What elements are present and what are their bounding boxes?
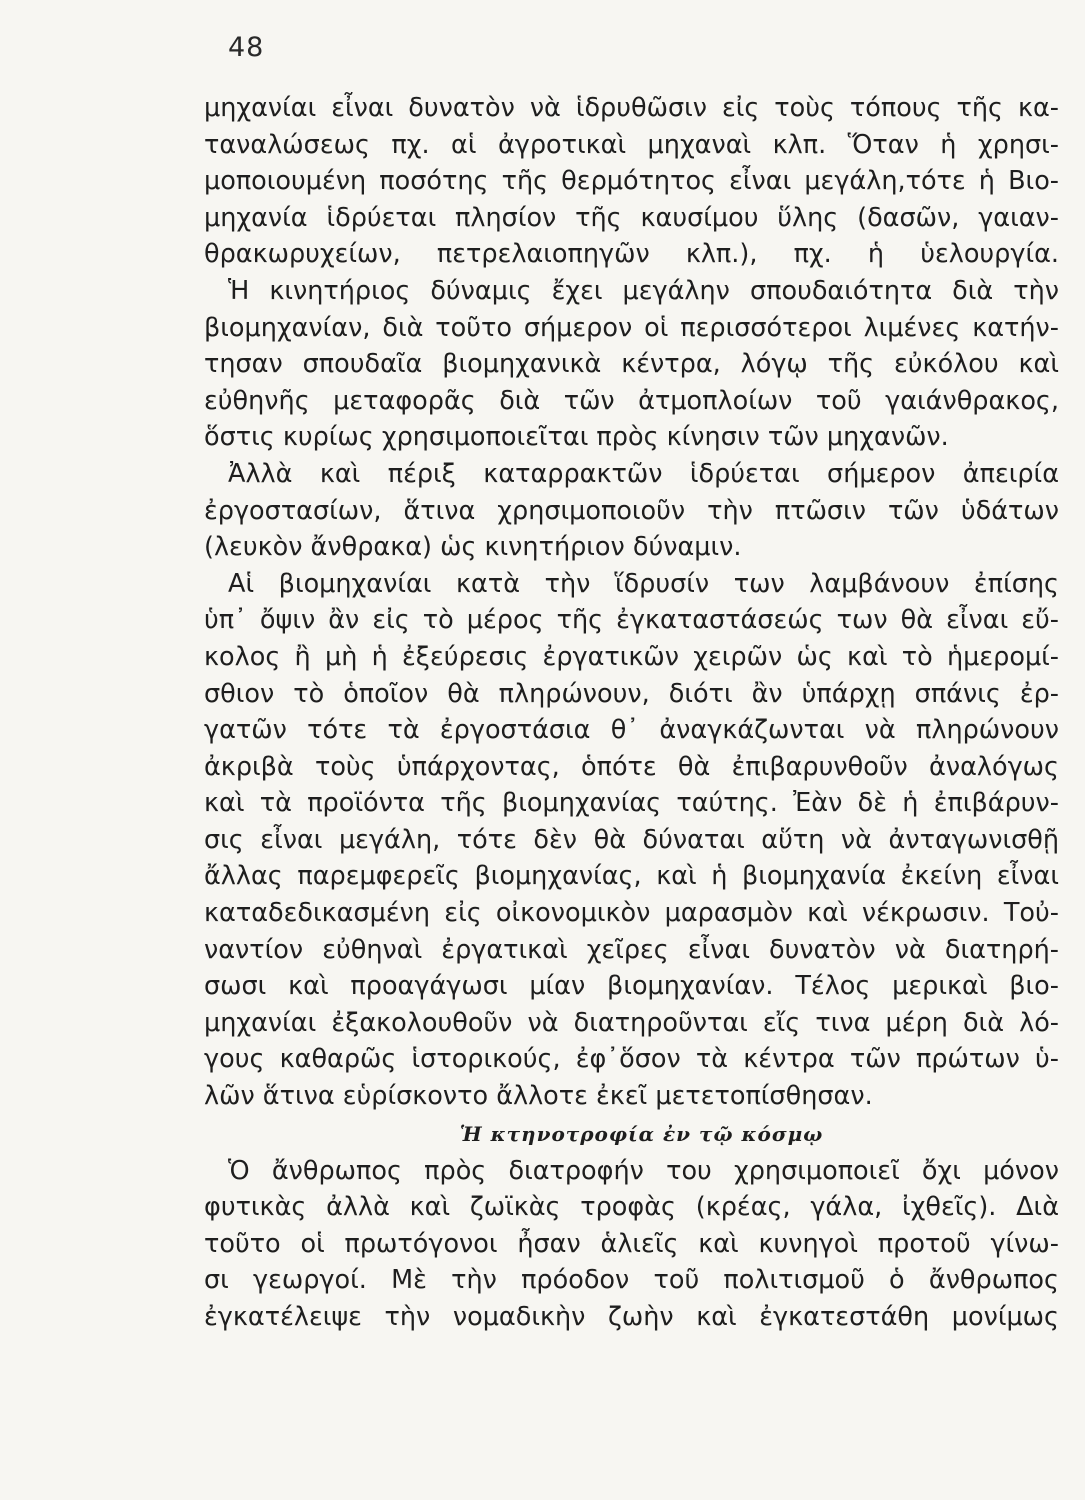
text-line: βιομηχανίαν, διὰ τοῦτο σήμερον οἱ περισσότεροι λιμένες κατήν- xyxy=(204,312,1059,343)
paragraph xyxy=(204,273,1059,456)
text-line: μηχανία ἱδρύεται πλησίον τῆς καυσίμου ὕλης (δασῶν, γαιαν- xyxy=(204,202,1059,233)
text-line: καταδεδικασμένη εἰς οἰκονομικὸν μαρασμὸν καὶ νέκρωσιν. Τοὐ- xyxy=(204,898,1059,929)
text-line: σθιον τὸ ὁποῖον θὰ πληρώνουν, διότι ἂν ὑπάρχῃ σπάνις ἐρ- xyxy=(204,678,1059,709)
text-line: (λευκὸν ἄνθρακα) ὡς κινητήριον δύναμιν. xyxy=(204,532,742,563)
text-line: μηχανίαι εἶναι δυνατὸν νὰ ἱδρυθῶσιν εἰς τοὺς τόπους τῆς κα- xyxy=(204,93,1059,123)
text-line: μοποιουμένη ποσότης τῆς θερμότητος εἶναι μεγάλη,τότε ἡ Βιο- xyxy=(204,166,1059,197)
text-line: ὅστις κυρίως χρησιμοποιεῖται πρὸς κίνησιν τῶν μηχανῶν. xyxy=(204,422,949,453)
text-line: τοῦτο οἱ πρωτόγονοι ἦσαν ἁλιεῖς καὶ κυνηγοὶ προτοῦ γίνω- xyxy=(204,1228,1059,1259)
text-line: ἐργοστασίων, ἅτινα χρησιμοποιοῦν τὴν πτῶσιν τῶν ὑδάτων xyxy=(204,495,1059,526)
paragraph xyxy=(204,456,1059,566)
text-line: γους καθαρῶς ἱστορικούς, ἐφ᾽ὅσον τὰ κέντρα τῶν πρώτων ὑ- xyxy=(204,1044,1059,1075)
text-line: εὐθηνῆς μεταφορᾶς διὰ τῶν ἀτμοπλοίων τοῦ γαιάνθρακος, xyxy=(204,385,1059,416)
paragraph xyxy=(204,1153,1059,1336)
text-line: ἄλλας παρεμφερεῖς βιομηχανίας, καὶ ἡ βιομηχανία ἐκείνη εἶναι xyxy=(204,861,1059,892)
text-line: ταναλώσεως πχ. αἱ ἀγροτικαὶ μηχαναὶ κλπ. Ὅταν ἡ χρησι- xyxy=(204,129,1059,160)
text-line: φυτικὰς ἀλλὰ καὶ ζωϊκὰς τροφὰς (κρέας, γάλα, ἰχθεῖς). Διὰ xyxy=(204,1192,1059,1223)
text-line: λῶν ἅτινα εὑρίσκοντο ἄλλοτε ἐκεῖ μετετοπίσθησαν. xyxy=(204,1081,873,1112)
text-line: γατῶν τότε τὰ ἐργοστάσια θ᾽ ἀναγκάζωνται νὰ πληρώνουν xyxy=(204,715,1059,746)
text-line: Ἡ κινητήριος δύναμις ἔχει μεγάλην σπουδαιότητα διὰ τὴν xyxy=(228,275,1059,306)
text-line: καὶ τὰ προϊόντα τῆς βιομηχανίας ταύτης. Ἐὰν δὲ ἡ ἐπιβάρυν- xyxy=(204,788,1059,819)
text-line: σις εἶναι μεγάλη, τότε δὲν θὰ δύναται αὕτη νὰ ἀνταγωνισθῇ xyxy=(204,824,1059,855)
text-line: ναντίον εὐθηναὶ ἐργατικαὶ χεῖρες εἶναι δυνατὸν νὰ διατηρή- xyxy=(204,934,1059,965)
text-line: σι γεωργοί. Μὲ τὴν πρόοδον τοῦ πολιτισμοῦ ὁ ἄνθρωπος xyxy=(204,1265,1059,1296)
text-line: ὑπ᾽ ὄψιν ἂν εἰς τὸ μέρος τῆς ἐγκαταστάσεώς των θὰ εἶναι εὔ- xyxy=(204,605,1059,636)
page-number: 48 xyxy=(228,32,265,63)
text-line: ἀκριβὰ τοὺς ὑπάρχοντας, ὁπότε θὰ ἐπιβαρυνθοῦν ἀναλόγως xyxy=(204,751,1059,782)
text-line: ἐγκατέλειψε τὴν νομαδικὴν ζωὴν καὶ ἐγκατεστάθη μονίμως xyxy=(204,1302,1059,1332)
section-heading: Ἡ κτηνοτροφία ἐν τῷ κόσμῳ xyxy=(459,1121,824,1146)
text-line: Ὁ ἄνθρωπος πρὸς διατροφήν του χρησιμοποιεῖ ὄχι μόνον xyxy=(228,1155,1059,1186)
text-line: τησαν σπουδαῖα βιομηχανικὰ κέντρα, λόγῳ τῆς εὐκόλου καὶ xyxy=(204,349,1059,380)
body-text xyxy=(204,90,1059,1336)
paragraph xyxy=(204,90,1059,273)
text-line: μηχανίαι ἐξακολουθοῦν νὰ διατηροῦνται εἴς τινα μέρη διὰ λό- xyxy=(204,1007,1059,1038)
text-line: θρακωρυχείων, πετρελαιοπηγῶν κλπ.), πχ. ἡ ὑελουργία. xyxy=(204,239,1059,270)
text-line: Αἱ βιομηχανίαι κατὰ τὴν ἵδρυσίν των λαμβάνουν ἐπίσης xyxy=(228,568,1059,599)
text-line: σωσι καὶ προαγάγωσι μίαν βιομηχανίαν. Τέλος μερικαὶ βιο- xyxy=(204,971,1059,1002)
text-line: κολος ἢ μὴ ἡ ἐξεύρεσις ἐργατικῶν χειρῶν ὡς καὶ τὸ ἡμερομί- xyxy=(204,641,1059,672)
paragraph xyxy=(204,566,1059,1115)
text-line: Ἀλλὰ καὶ πέριξ καταρρακτῶν ἱδρύεται σήμερον ἀπειρία xyxy=(228,458,1059,489)
